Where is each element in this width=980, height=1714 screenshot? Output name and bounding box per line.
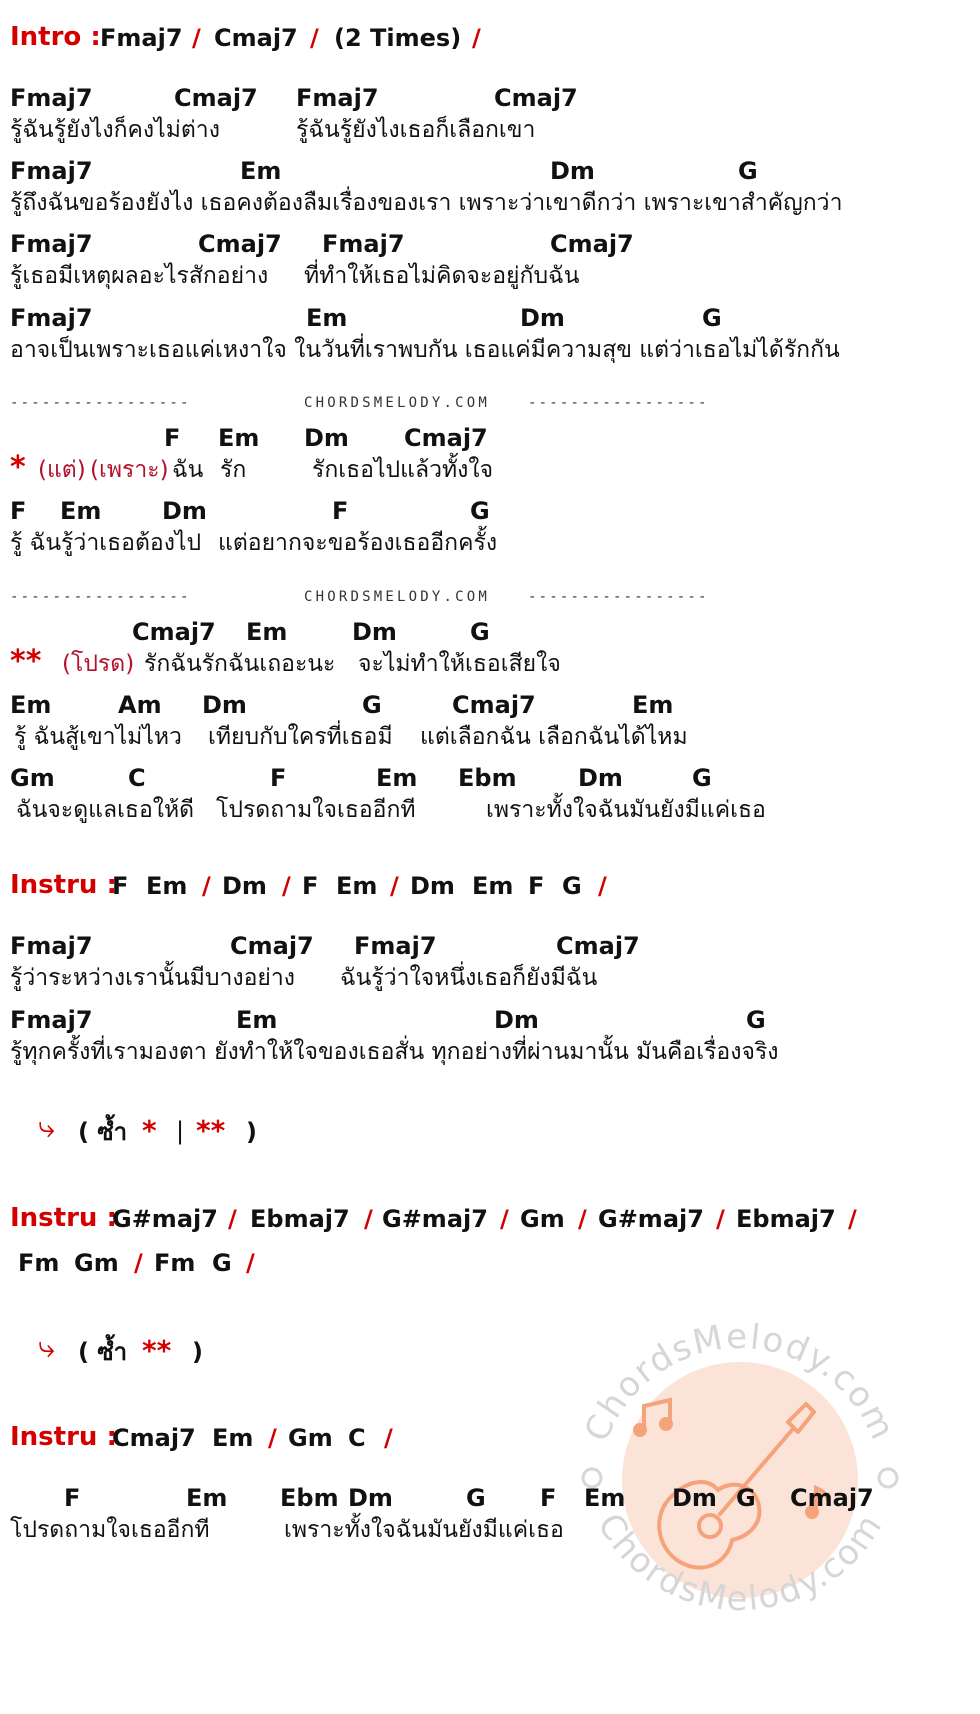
- chord: Em: [240, 157, 282, 185]
- chord: Em: [10, 691, 52, 719]
- chord: Ebmaj7: [736, 1205, 836, 1233]
- chord: F: [112, 872, 129, 900]
- chord: Cmaj7: [550, 230, 634, 258]
- chord: Dm: [162, 497, 207, 525]
- chord: Cmaj7: [174, 84, 258, 112]
- chord: Fmaj7: [10, 1006, 93, 1034]
- bar-slash: /: [228, 1205, 237, 1233]
- chord: F: [10, 497, 27, 525]
- chord: Fmaj7: [100, 24, 183, 52]
- chord: Gm: [520, 1205, 565, 1233]
- chord: Dm: [202, 691, 247, 719]
- chord: G: [746, 1006, 766, 1034]
- chord: C: [128, 764, 146, 792]
- separator-dashes: -----------------: [10, 589, 191, 605]
- chord: Em: [146, 872, 188, 900]
- chord: Cmaj7: [112, 1424, 196, 1452]
- chord: Cmaj7: [198, 230, 282, 258]
- watermark-logo: [560, 1300, 920, 1660]
- chord: Ebm: [280, 1484, 339, 1512]
- chord: Dm: [520, 304, 565, 332]
- bar-slash: /: [246, 1249, 255, 1277]
- bar-slash: /: [268, 1424, 277, 1452]
- repeat-marker: *: [142, 1114, 157, 1147]
- chord: Em: [246, 618, 288, 646]
- chord: Fmaj7: [10, 304, 93, 332]
- repeat-marker: **: [142, 1334, 172, 1367]
- chord: Fm: [18, 1249, 60, 1277]
- watermark-text-bottom: ChordsMelody.com: [589, 1506, 891, 1620]
- section-marker: **: [10, 644, 42, 679]
- bar-slash: /: [384, 1424, 393, 1452]
- chord: G: [738, 157, 758, 185]
- lyric-prefix: (โปรด): [62, 651, 135, 677]
- chord: Cmaj7: [790, 1484, 874, 1512]
- chord: G: [362, 691, 382, 719]
- lyric-line: รู้ฉันรู้ยังไงก็คงไม่ต่าง: [10, 117, 220, 143]
- lyric-line: รู้ถึงฉันขอร้องยังไง เธอคงต้องลืมเรื่องของเรา เพราะว่าเขาดีกว่า เพราะเขาสำคัญกว่า: [10, 190, 843, 216]
- chord: G#maj7: [112, 1205, 218, 1233]
- lyric-line: เทียบกับใครที่เธอมี: [208, 724, 393, 750]
- lyric-line: แต่อยากจะขอร้องเธออีกครั้ง: [218, 530, 498, 556]
- lyric-line: แต่เลือกฉัน เลือกฉันได้ไหม: [420, 724, 688, 750]
- chord: Cmaj7: [556, 932, 640, 960]
- chord: Gm: [74, 1249, 119, 1277]
- chord: Ebm: [458, 764, 517, 792]
- separator-dashes: -----------------: [10, 395, 191, 411]
- lyric-prefix: (เพราะ): [90, 457, 169, 483]
- bar-slash: /: [500, 1205, 509, 1233]
- chord: G: [470, 618, 490, 646]
- separator-site: CHORDSMELODY.COM: [304, 589, 491, 605]
- bar-slash: /: [310, 24, 319, 52]
- separator-dashes: -----------------: [528, 395, 709, 411]
- lyric-line: ฉันรู้ว่าใจหนึ่งเธอก็ยังมีฉัน: [340, 965, 598, 991]
- chord: Dm: [578, 764, 623, 792]
- chord: Em: [376, 764, 418, 792]
- chord: Cmaj7: [230, 932, 314, 960]
- chord: Fmaj7: [10, 84, 93, 112]
- chord: C: [348, 1424, 366, 1452]
- repeat-open: ( ซ้ำ: [78, 1118, 128, 1146]
- chord: Cmaj7: [452, 691, 536, 719]
- chord: G: [470, 497, 490, 525]
- return-arrow-icon: ⤷: [38, 1110, 55, 1145]
- chord: Dm: [304, 424, 349, 452]
- intro-label: Intro :: [10, 22, 101, 52]
- bar-slash: /: [472, 24, 481, 52]
- chord: G#maj7: [382, 1205, 488, 1233]
- chord: Cmaj7: [214, 24, 298, 52]
- lyric-line: ที่ทำให้เธอไม่คิดจะอยู่กับฉัน: [304, 263, 580, 289]
- chord: Em: [186, 1484, 228, 1512]
- separator-dashes: -----------------: [528, 589, 709, 605]
- repeat-times: (2 Times): [334, 24, 462, 52]
- chord: G: [212, 1249, 232, 1277]
- chord: F: [540, 1484, 557, 1512]
- chord: Fmaj7: [296, 84, 379, 112]
- chord: Dm: [348, 1484, 393, 1512]
- chord: G: [562, 872, 582, 900]
- bar-slash: /: [364, 1205, 373, 1233]
- chord: Em: [632, 691, 674, 719]
- instru-label: Instru :: [10, 1422, 117, 1452]
- bar-slash: /: [202, 872, 211, 900]
- chord: G#maj7: [598, 1205, 704, 1233]
- lyric-line: โปรดถามใจเธออีกที: [10, 1517, 210, 1543]
- chord: Dm: [494, 1006, 539, 1034]
- bar-slash: /: [578, 1205, 587, 1233]
- bar-slash: /: [282, 872, 291, 900]
- repeat-close: ): [192, 1338, 203, 1366]
- chord: Am: [118, 691, 162, 719]
- chord: Ebmaj7: [250, 1205, 350, 1233]
- chord: G: [702, 304, 722, 332]
- watermark-text-top: ChordsMelody.com: [576, 1316, 904, 1448]
- repeat-open: ( ซ้ำ: [78, 1338, 128, 1366]
- chord: G: [736, 1484, 756, 1512]
- repeat-marker: **: [196, 1114, 226, 1147]
- chord: Cmaj7: [494, 84, 578, 112]
- chord: F: [64, 1484, 81, 1512]
- instru-label: Instru :: [10, 870, 117, 900]
- bar-slash: /: [848, 1205, 857, 1233]
- bar-slash: /: [390, 872, 399, 900]
- lyric-line: เพราะทั้งใจฉันมันยังมีแค่เธอ: [486, 797, 766, 823]
- bar-slash: /: [598, 872, 607, 900]
- chord: Cmaj7: [132, 618, 216, 646]
- chord: Fmaj7: [322, 230, 405, 258]
- chord: Em: [584, 1484, 626, 1512]
- repeat-close: ): [246, 1118, 257, 1146]
- lyric-line: รู้ ฉันรู้ว่าเธอต้องไป: [10, 530, 202, 556]
- chord: Fmaj7: [10, 230, 93, 258]
- instru-label: Instru :: [10, 1203, 117, 1233]
- chord: Em: [218, 424, 260, 452]
- chord: Em: [336, 872, 378, 900]
- return-arrow-icon: ⤷: [38, 1330, 55, 1365]
- lyric-line: รักเธอไปแล้วทั้งใจ: [312, 457, 494, 483]
- chord: Fm: [154, 1249, 196, 1277]
- lyric-line: โปรดถามใจเธออีกที: [216, 797, 416, 823]
- chord: Em: [60, 497, 102, 525]
- chord: F: [164, 424, 181, 452]
- chord: Em: [236, 1006, 278, 1034]
- chord: F: [528, 872, 545, 900]
- chord: F: [270, 764, 287, 792]
- chord: Dm: [410, 872, 455, 900]
- chord: Dm: [222, 872, 267, 900]
- chord: Em: [212, 1424, 254, 1452]
- repeat-divider: |: [176, 1117, 185, 1145]
- lyric-line: รู้ว่าระหว่างเรานั้นมีบางอย่าง: [10, 965, 296, 991]
- chord: Fmaj7: [354, 932, 437, 960]
- lyric-line: ฉันจะดูแลเธอให้ดี: [16, 797, 195, 823]
- lyric-line: อาจเป็นเพราะเธอแค่เหงาใจ ในวันที่เราพบกัน เธอแค่มีความสุข แต่ว่าเธอไม่ได้รักกัน: [10, 337, 840, 363]
- chord: Fmaj7: [10, 932, 93, 960]
- chord: Dm: [550, 157, 595, 185]
- lyric-line: จะไม่ทำให้เธอเสียใจ: [358, 651, 561, 677]
- lyric-word: รัก: [220, 457, 247, 483]
- lyric-line: เพราะทั้งใจฉันมันยังมีแค่เธอ: [284, 1517, 564, 1543]
- bar-slash: /: [716, 1205, 725, 1233]
- chord: Dm: [352, 618, 397, 646]
- lyric-line: รู้เธอมีเหตุผลอะไรสักอย่าง: [10, 263, 269, 289]
- separator-site: CHORDSMELODY.COM: [304, 395, 491, 411]
- lyric-line: รู้ทุกครั้งที่เรามองตา ยังทำให้ใจของเธอสั่น ทุกอย่างที่ผ่านมานั้น มันคือเรื่องจริง: [10, 1039, 779, 1065]
- chord: Em: [472, 872, 514, 900]
- chord: F: [302, 872, 319, 900]
- chord: G: [466, 1484, 486, 1512]
- chord: F: [332, 497, 349, 525]
- section-marker: *: [10, 450, 26, 485]
- lyric-line: รักฉันรักฉันเถอะนะ: [144, 651, 336, 677]
- lyric-line: รู้ ฉันสู้เขาไม่ไหว: [14, 724, 182, 750]
- lyric-word: ฉัน: [172, 457, 204, 483]
- chord: Dm: [672, 1484, 717, 1512]
- chord: Gm: [288, 1424, 333, 1452]
- bar-slash: /: [192, 24, 201, 52]
- chord: Em: [306, 304, 348, 332]
- chord: Fmaj7: [10, 157, 93, 185]
- bar-slash: /: [134, 1249, 143, 1277]
- chord: Cmaj7: [404, 424, 488, 452]
- chord: Gm: [10, 764, 55, 792]
- lyric-line: รู้ฉันรู้ยังไงเธอก็เลือกเขา: [296, 117, 536, 143]
- lyric-prefix: (แต่): [38, 457, 86, 483]
- chord: G: [692, 764, 712, 792]
